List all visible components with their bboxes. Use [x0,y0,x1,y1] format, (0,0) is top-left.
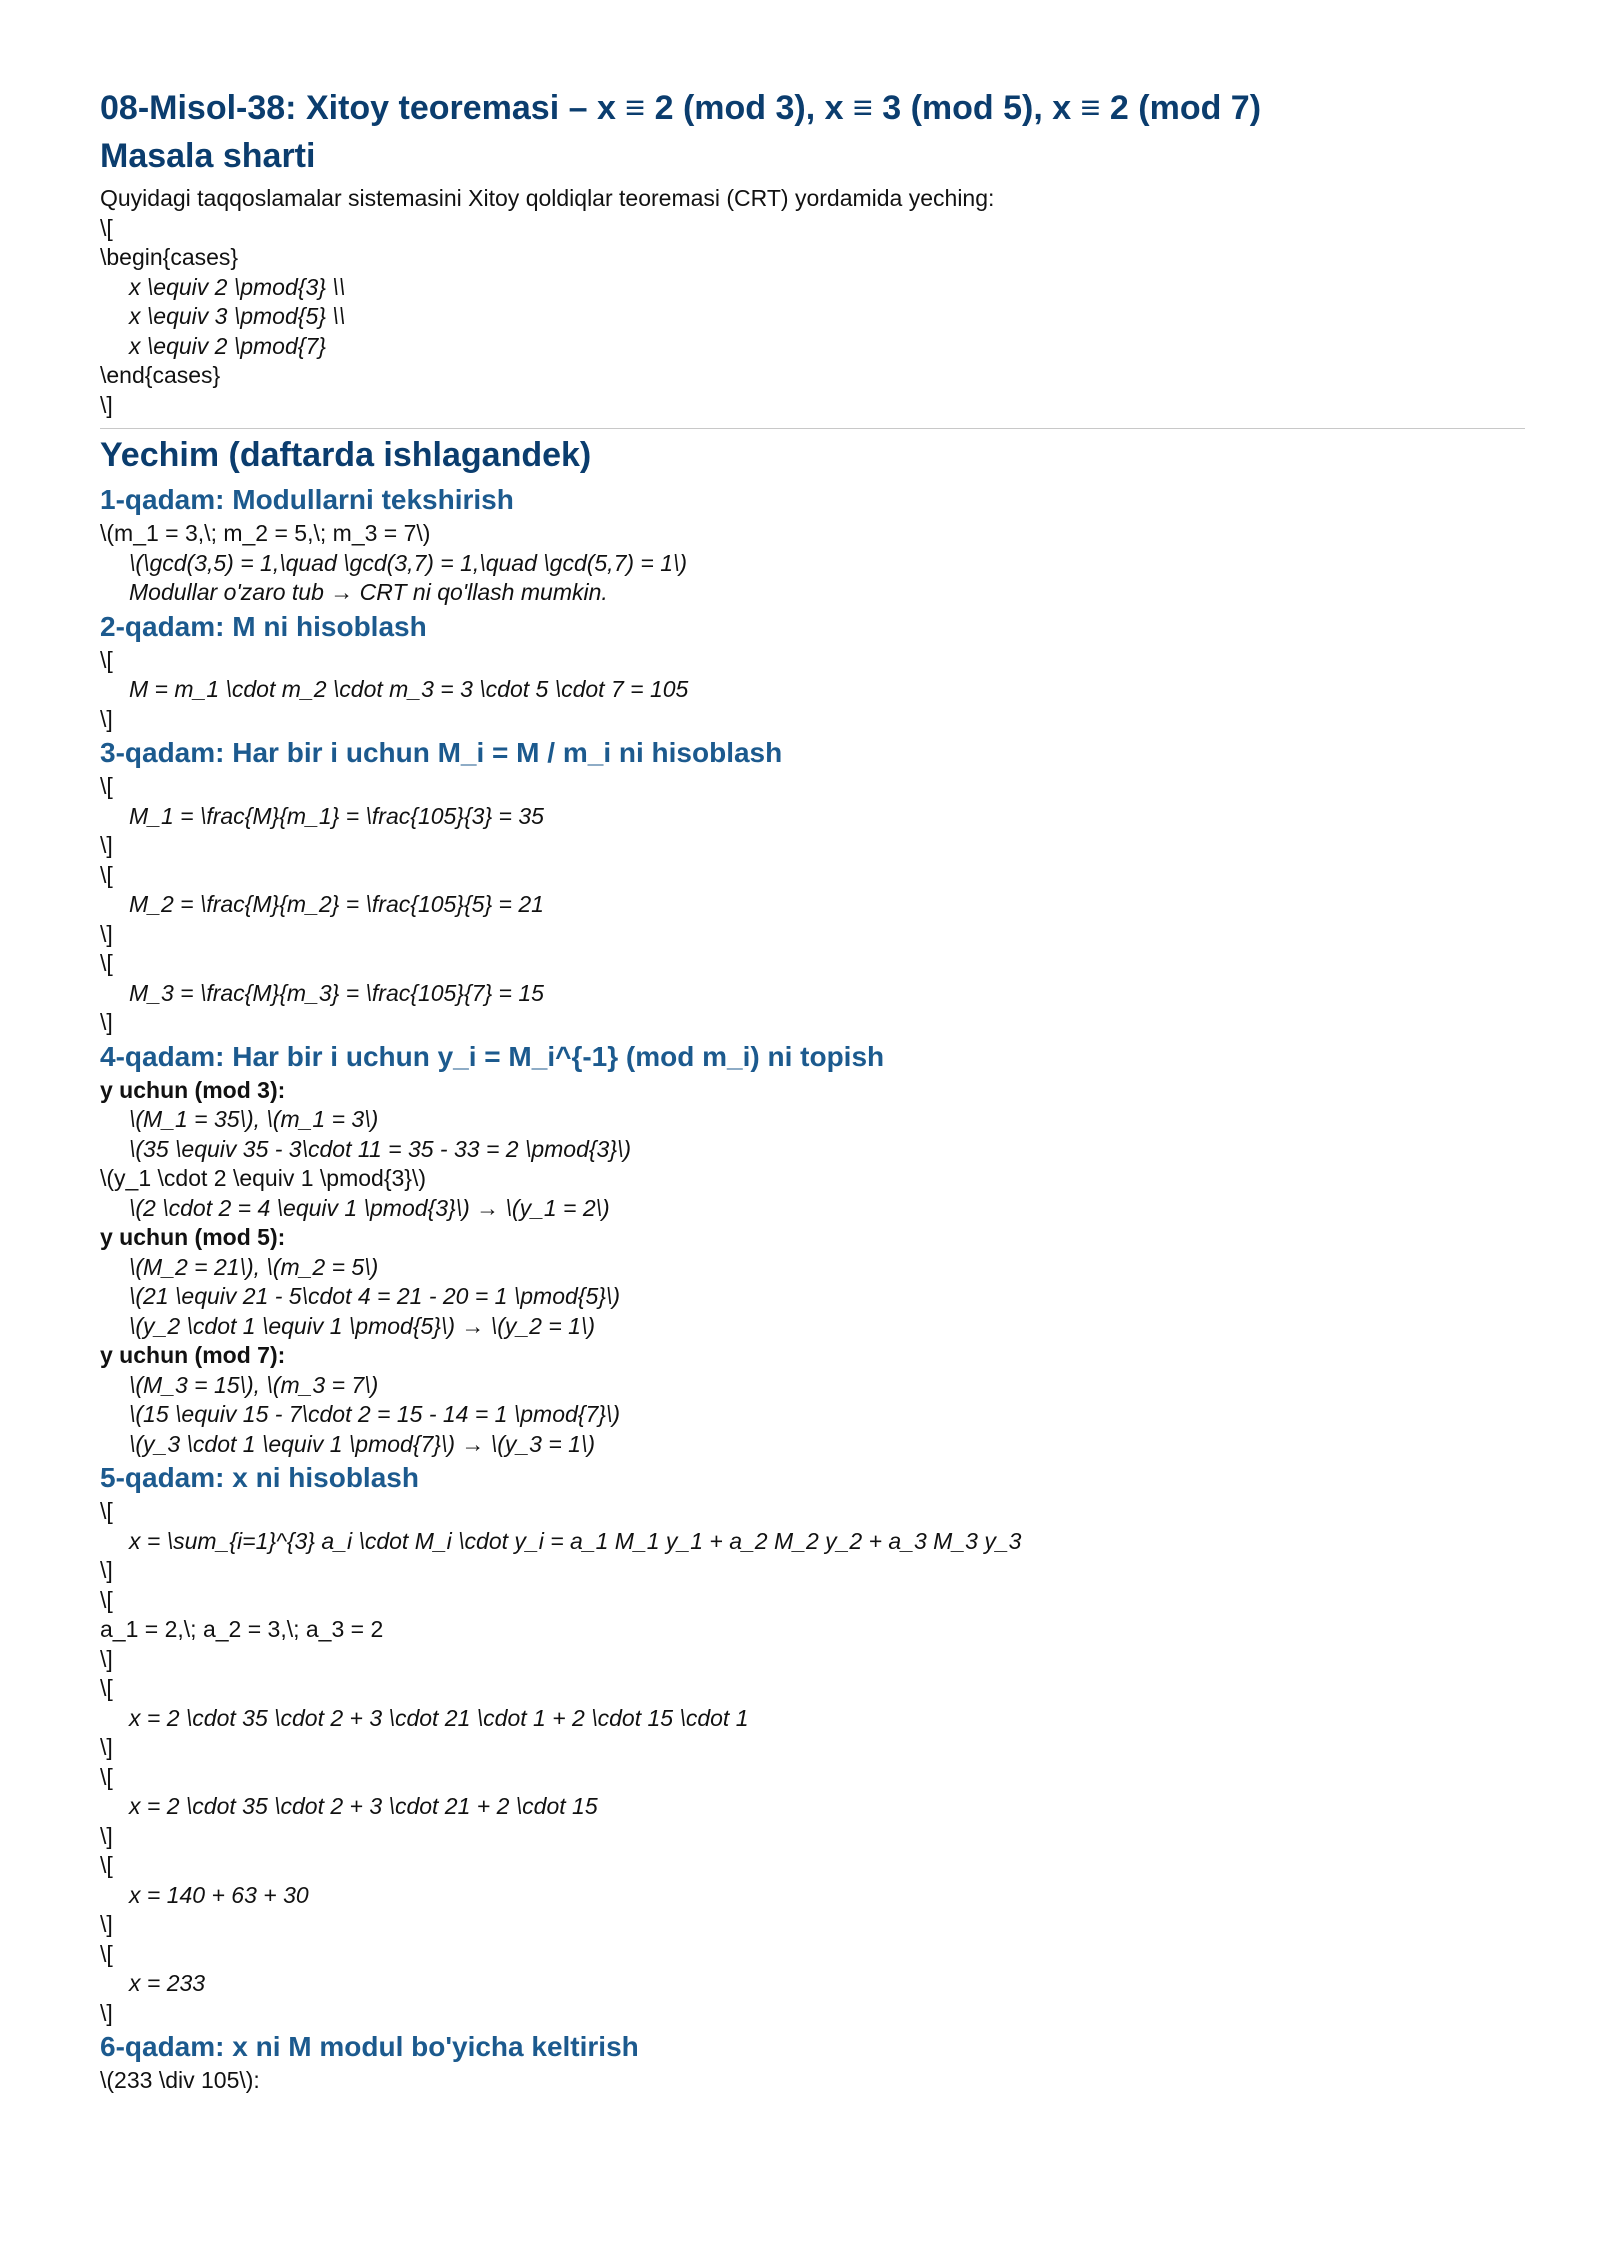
step-line: \(35 \equiv 35 - 3\cdot 11 = 35 - 33 = 2 \pmod{3}\) [129,1135,632,1162]
step-line: M = m_1 \cdot m_2 \cdot m_3 = 3 \cdot 5 \cdot 7 = 105 [129,676,689,702]
step-line: \(y_1 \cdot 2 \equiv 1 \pmod{3}\) [100,1165,427,1191]
step-line: \(M_3 = 15\), \(m_3 = 7\) [129,1371,379,1398]
step-heading: 6-qadam: x ni M modul bo'yicha keltirish [100,2031,639,2062]
step-line: M_3 = \frac{M}{m_3} = \frac{105}{7} = 15 [129,979,544,1006]
step-heading: 2-qadam: M ni hisoblash [100,610,427,642]
formula-line: x \equiv 2 \pmod{3} \\ [129,273,346,300]
subheading: y uchun (mod 5): [100,1224,286,1250]
step-line: \] [100,1734,113,1760]
step-line: \[ [100,950,113,976]
step-line: \[ [100,1498,113,1524]
formula-line: \begin{cases} [100,244,239,270]
step-line: \(M_1 = 35\), \(m_1 = 3\) [129,1106,379,1132]
step-line: \[ [100,1763,113,1790]
step-line: \] [100,920,113,947]
formula-line: \end{cases} [100,362,221,388]
step-3 [100,734,1530,1038]
step-line: \[ [100,1675,113,1701]
step-line: \] [100,1009,113,1035]
formula-line: x \equiv 3 \pmod{5} \\ [129,303,346,329]
step-line: \[ [100,773,113,799]
step-line: \[ [100,646,113,673]
step-2 [100,608,1530,735]
step-line: \(\gcd(3,5) = 1,\quad \gcd(3,7) = 1,\quad \gcd(5,7) = 1\) [129,549,688,576]
step-line: \] [100,1999,113,2026]
step-4 [100,1038,1530,1460]
document-page [100,86,1530,2096]
solution-heading: Yechim (daftarda ishlagandek) [100,436,592,474]
step-heading: 5-qadam: x ni hisoblash [100,1462,419,1493]
condition-formula [100,214,1530,421]
step-line: \[ [100,1852,113,1878]
step-line: M_2 = \frac{M}{m_2} = \frac{105}{5} = 21 [129,891,544,917]
step-line: \(233 \div 105\): [100,2067,260,2093]
step-line: \(m_1 = 3,\; m_2 = 5,\; m_3 = 7\) [100,520,431,546]
step-line: \] [100,1645,113,1672]
step-line: \[ [100,861,113,888]
solution-steps [100,481,1530,2096]
step-line: x = 233 [129,1970,206,1996]
step-line: \(15 \equiv 15 - 7\cdot 2 = 15 - 14 = 1 \pmod{7}\) [129,1401,620,1427]
step-heading: 1-qadam: Modullarni tekshirish [100,484,514,515]
formula-line: \] [100,391,113,418]
step-line: Modullar o'zaro tub → CRT ni qo'llash mumkin. [129,579,608,605]
step-line: \[ [100,1940,113,1967]
step-line: x = 2 \cdot 35 \cdot 2 + 3 \cdot 21 \cdot 1 + 2 \cdot 15 \cdot 1 [129,1704,749,1731]
step-heading: 4-qadam: Har bir i uchun y_i = M_i^{-1} (mod m_i) ni topish [100,1040,885,1072]
step-line: \] [100,705,113,732]
step-1 [100,481,1530,608]
step-line: \(M_2 = 21\), \(m_2 = 5\) [129,1253,379,1280]
step-line: \] [100,832,113,858]
subheading: y uchun (mod 7): [100,1342,286,1368]
step-line: \] [100,1557,113,1583]
step-line: a_1 = 2,\; a_2 = 3,\; a_3 = 2 [100,1616,384,1642]
step-line: \[ [100,1586,113,1613]
step-6 [100,2028,1530,2096]
step-line: x = 2 \cdot 35 \cdot 2 + 3 \cdot 21 + 2 \cdot 15 [129,1793,598,1819]
step-line: \(2 \cdot 2 = 4 \equiv 1 \pmod{3}\) → \(y_1 = 2\) [129,1194,610,1221]
step-heading: 3-qadam: Har bir i uchun M_i = M / m_i ni hisoblash [100,737,783,768]
step-line: M_1 = \frac{M}{m_1} = \frac{105}{3} = 35 [129,802,544,829]
step-line: \(21 \equiv 21 - 5\cdot 4 = 21 - 20 = 1 \pmod{5}\) [129,1283,620,1309]
formula-line: x \equiv 2 \pmod{7} [129,332,326,359]
condition-heading: Masala sharti [100,137,316,175]
step-line: \(y_2 \cdot 1 \equiv 1 \pmod{5}\) → \(y_2 = 1\) [129,1312,595,1339]
formula-line: \[ [100,214,113,241]
subheading: y uchun (mod 3): [100,1076,286,1103]
step-line: \] [100,1911,113,1937]
document-title: 08-Misol-38: Xitoy teoremasi – x ≡ 2 (mod 3), x ≡ 3 (mod 5), x ≡ 2 (mod 7) [100,89,1262,127]
step-line: \] [100,1822,113,1849]
condition-intro: Quyidagi taqqoslamalar sistemasini Xitoy qoldiqlar teoremasi (CRT) yordamida yeching: [100,185,995,211]
step-line: \(y_3 \cdot 1 \equiv 1 \pmod{7}\) → \(y_3 = 1\) [129,1430,595,1457]
step-line: x = \sum_{i=1}^{3} a_i \cdot M_i \cdot y_i = a_1 M_1 y_1 + a_2 M_2 y_2 + a_3 M_3 y_3 [129,1527,1022,1554]
step-5 [100,1459,1530,2028]
step-line: x = 140 + 63 + 30 [129,1881,309,1908]
